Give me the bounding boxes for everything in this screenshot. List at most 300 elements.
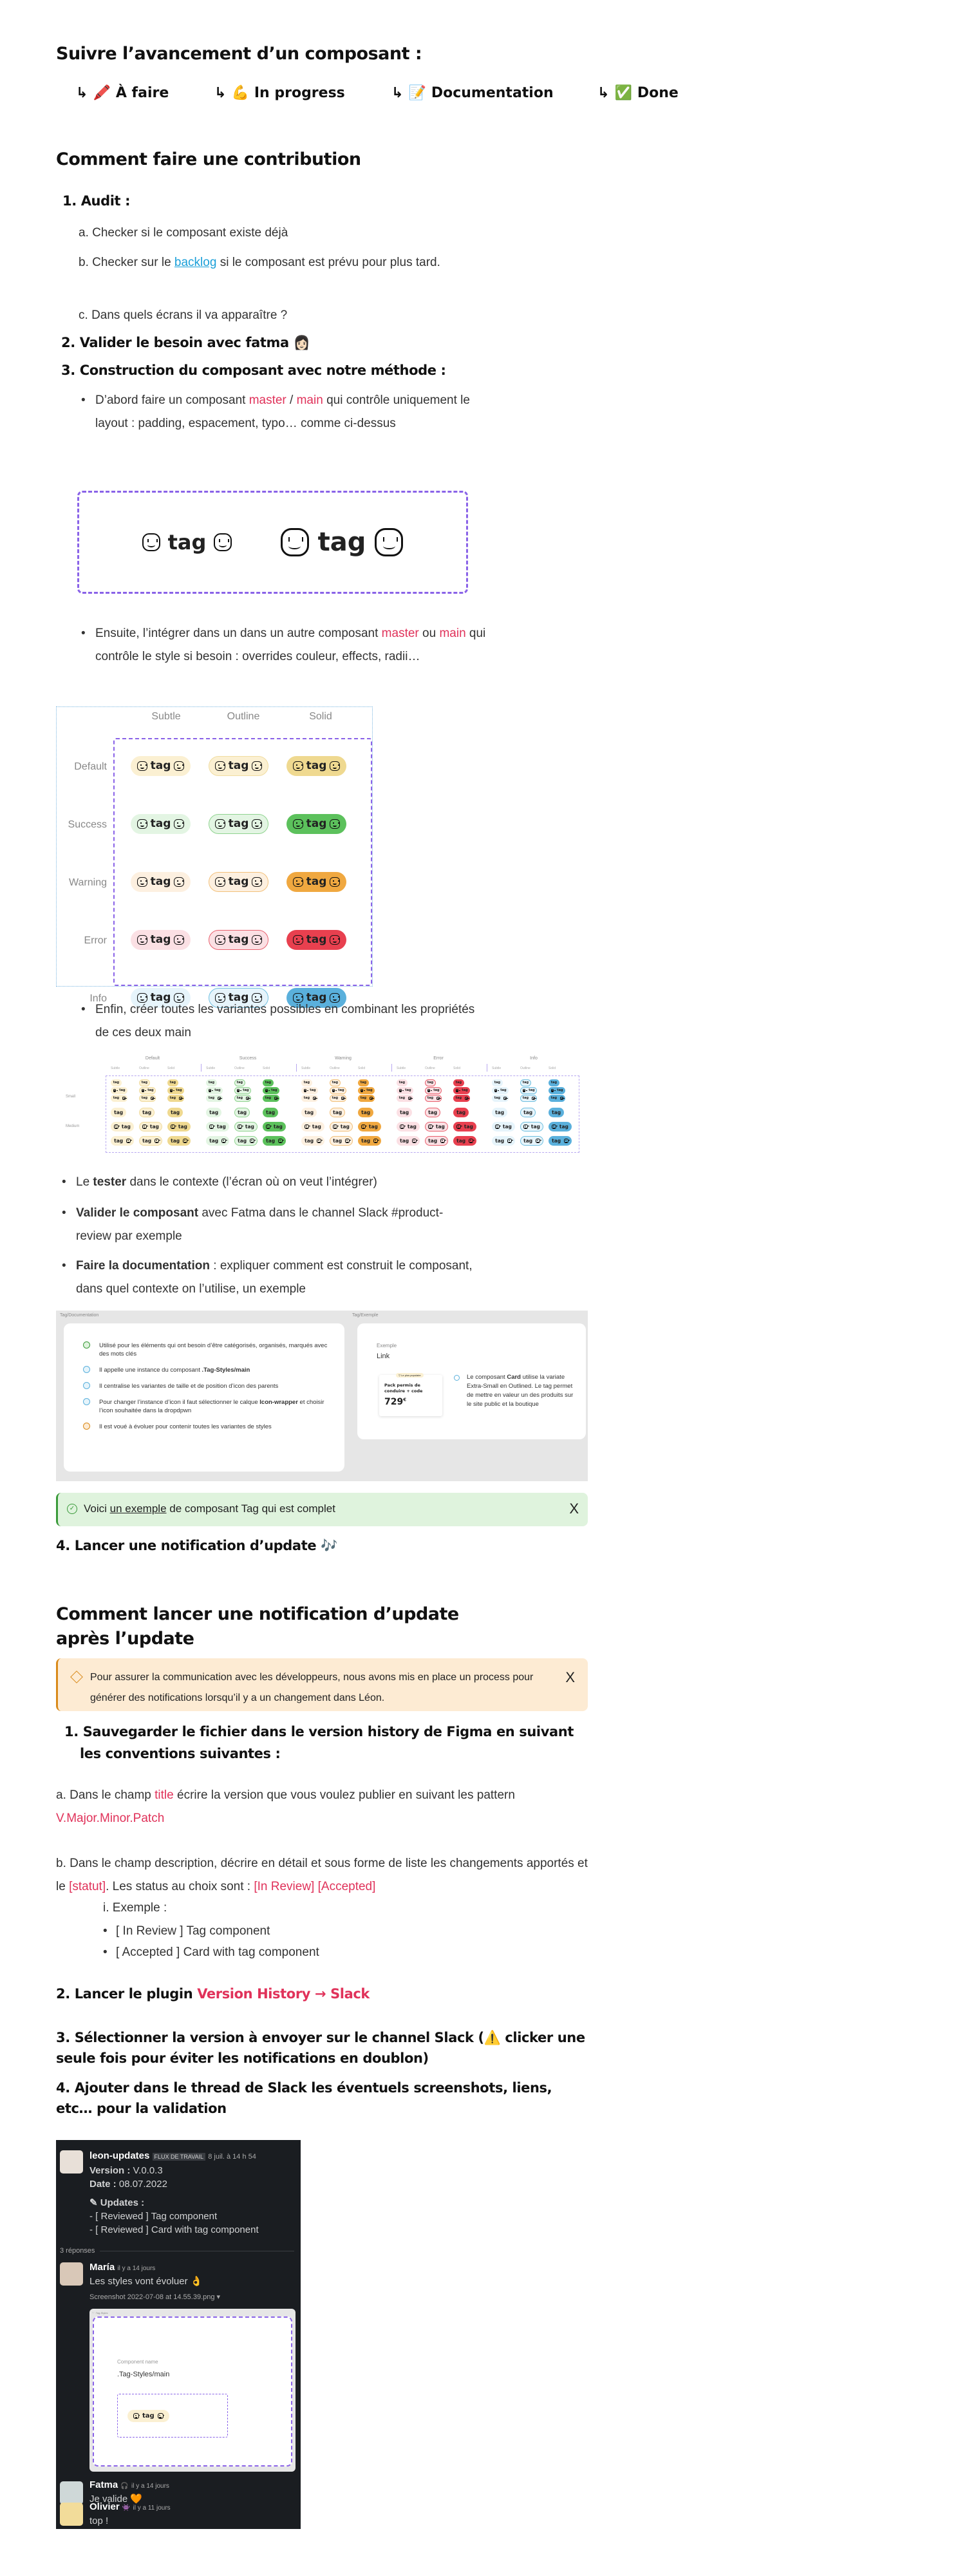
tag-label: tag	[167, 530, 207, 554]
tag	[263, 1079, 274, 1086]
popular-tag: ▽ Le plus populaire	[396, 1373, 424, 1378]
documentation-item	[83, 1366, 332, 1374]
maria-avatar	[60, 2262, 83, 2286]
tag	[549, 1087, 565, 1094]
item-text	[99, 1366, 250, 1374]
smiley-icon	[137, 819, 147, 829]
tag-label: tag	[332, 1096, 339, 1101]
tag	[234, 1122, 258, 1132]
smiley-icon	[503, 1097, 507, 1100]
example-item	[103, 1920, 270, 1943]
smiley-icon	[252, 819, 261, 829]
tag-label: tag	[265, 1081, 272, 1085]
tag-label: tag	[176, 1088, 182, 1093]
tag-label: tag	[407, 1123, 417, 1130]
tag-label: tag	[464, 1123, 473, 1130]
tag	[492, 1087, 509, 1094]
smiley-icon	[330, 819, 339, 829]
tag	[549, 1136, 572, 1146]
smiley-icon	[250, 1139, 254, 1143]
status-documentation	[391, 85, 597, 101]
smiley-icon	[218, 1097, 221, 1100]
timestamp: 8 juil. à 14 h 54	[208, 2153, 256, 2161]
column-header: Subtle	[151, 711, 181, 722]
tag-label: tag	[310, 1088, 316, 1093]
smiley-icon	[215, 761, 225, 771]
woman-icon: 👩🏻	[293, 335, 310, 350]
smiley-icon	[252, 761, 261, 771]
smiley-icon	[428, 1124, 433, 1129]
tag	[520, 1087, 537, 1094]
style-label: Outline	[234, 1066, 245, 1070]
label: ✎ Updates :	[89, 2197, 145, 2208]
group-label: Info	[530, 1056, 538, 1061]
arrow-icon: ↳	[76, 85, 88, 101]
smiley-icon	[361, 1124, 366, 1129]
tag-label: tag	[171, 1109, 180, 1115]
tag-label: tag	[142, 1137, 152, 1144]
tag	[358, 1122, 381, 1132]
smiley-icon	[215, 935, 225, 945]
tag	[492, 1095, 509, 1102]
smiley-icon	[330, 877, 339, 887]
tag	[453, 1108, 469, 1117]
tag-label: tag	[400, 1137, 409, 1144]
tag-label: tag	[114, 1137, 124, 1144]
documentation-item	[83, 1382, 332, 1390]
message-text: Je valide 🧡	[89, 2494, 143, 2505]
tag-label: tag	[462, 1088, 468, 1093]
frame-label: Tag/Documentation	[60, 1313, 99, 1318]
bullet-icon: •	[103, 1946, 108, 1959]
close-icon[interactable]: X	[569, 1501, 579, 1517]
smiley-icon	[142, 1089, 145, 1092]
smiley-icon	[375, 528, 403, 556]
alert-text	[84, 1499, 569, 1519]
warning-icon	[83, 1423, 90, 1430]
version: V.0.0.3	[130, 2165, 163, 2176]
smiley-icon	[293, 819, 303, 829]
tag-label: tag	[306, 991, 327, 1005]
user-name: María	[89, 2262, 115, 2273]
tag-label: tag	[361, 1109, 371, 1115]
smiley-icon	[333, 1124, 337, 1129]
text: 3. Sélectionner la version à envoyer sur le channel Slack (	[56, 2030, 484, 2045]
tag-label: tag	[427, 1096, 434, 1101]
smiley-icon	[408, 1097, 411, 1100]
style-label: Outline	[425, 1066, 435, 1070]
keyword: main	[296, 393, 323, 407]
text: 2. Lancer le plugin	[56, 1986, 198, 2002]
style-label: Subtle	[492, 1066, 502, 1070]
info-icon	[83, 1398, 90, 1405]
product-title: Pack permis de conduire + code	[384, 1383, 423, 1394]
item-text	[99, 1341, 332, 1358]
warning-alert	[56, 1658, 588, 1711]
tag	[301, 1108, 317, 1117]
smiley-icon	[179, 1097, 182, 1100]
smiley-icon	[221, 1139, 226, 1143]
smiley-icon	[370, 1097, 373, 1100]
tag-label: tag	[306, 817, 327, 831]
smiley-icon	[293, 935, 303, 945]
item-text	[99, 1398, 332, 1415]
smiley-icon	[293, 877, 303, 887]
tag-label: tag	[243, 1088, 249, 1093]
text: [ Accepted ] Card with tag component	[116, 1946, 319, 1959]
tag	[358, 1095, 375, 1102]
frame-label: ♡ .Tag-Styles	[92, 2311, 108, 2315]
step-add-thread: 4. Ajouter dans le thread de Slack les éventuels screenshots, liens, etc… pour la validation	[56, 2080, 552, 2116]
tag	[206, 1122, 229, 1132]
tag	[111, 1095, 127, 1102]
smiley-icon	[305, 1124, 309, 1129]
bullet-validate	[62, 1202, 474, 1248]
smiley-icon	[495, 1124, 500, 1129]
smiley-icon	[274, 1097, 277, 1100]
tag	[139, 1079, 150, 1086]
tag	[167, 1122, 191, 1132]
text: Enfin, créer toutes les variantes possibles en combinant les propriétés de ces deux main	[95, 1003, 475, 1039]
style-label: Subtle	[301, 1066, 311, 1070]
tag	[263, 1122, 286, 1132]
text: Checker si le composant existe déjà	[92, 226, 288, 240]
tag-label: tag	[266, 1109, 276, 1115]
tag-label: tag	[306, 759, 327, 773]
tag-label: tag	[150, 759, 171, 773]
text: si le composant est prévu pour plus tard.	[216, 256, 440, 269]
status-label: À faire	[115, 85, 169, 101]
tag-label: tag	[530, 1123, 540, 1130]
text: ou	[418, 627, 440, 640]
tag	[167, 1136, 191, 1146]
tag	[286, 872, 346, 892]
tag-label: tag	[209, 1137, 219, 1144]
group-divider	[296, 1064, 297, 1072]
tag-label: tag	[456, 1109, 466, 1115]
smiley-icon	[494, 1089, 498, 1092]
tag	[397, 1122, 420, 1132]
label: Date :	[89, 2179, 117, 2190]
alien-icon: 👾	[122, 2505, 131, 2512]
tag	[139, 1136, 162, 1146]
status-label: Done	[637, 85, 679, 101]
smiley-icon	[266, 1124, 270, 1129]
example-link[interactable]: un exemple	[109, 1502, 167, 1515]
tag	[330, 1136, 353, 1146]
tag	[453, 1095, 470, 1102]
bullet-variants	[79, 998, 491, 1045]
tag	[206, 1136, 229, 1146]
tag-label: tag	[366, 1088, 373, 1093]
bullet-icon: •	[81, 627, 86, 640]
text: Le	[76, 1175, 93, 1189]
keyword: master	[381, 627, 419, 640]
tag-label: tag	[149, 1123, 159, 1130]
tag-label: tag	[273, 1123, 283, 1130]
currency: €	[403, 1397, 407, 1403]
bold-text: Card	[507, 1374, 521, 1381]
tag	[209, 756, 268, 776]
smiley-icon	[507, 1139, 512, 1143]
arrow-icon: ↳	[597, 85, 610, 101]
example-card	[357, 1323, 586, 1439]
tag-label: tag	[209, 1109, 219, 1115]
tag-label: tag	[141, 1096, 148, 1101]
documentation-item	[83, 1341, 332, 1358]
smiley-icon	[278, 1139, 283, 1143]
tracking-title: Suivre l’avancement d’un composant :	[56, 44, 422, 64]
step-notification: 4. Lancer une notification d’update 🎶	[56, 1538, 337, 1553]
update-item: - [ Reviewed ] Card with tag component	[89, 2224, 259, 2235]
style-label: Solid	[549, 1066, 556, 1070]
tag	[520, 1136, 543, 1146]
message-text: top !	[89, 2515, 109, 2526]
tag	[234, 1079, 245, 1086]
smiley-icon	[215, 877, 225, 887]
smiley-icon	[122, 1097, 126, 1100]
tag	[131, 930, 191, 950]
smiley-icon	[532, 1097, 535, 1100]
tag-label: tag	[495, 1109, 505, 1115]
smiley-icon	[246, 1097, 249, 1100]
text: 2. Valider le besoin avec fatma	[61, 335, 289, 350]
tag-label: tag	[494, 1096, 501, 1101]
column-header: Solid	[309, 711, 332, 722]
style-label: Outline	[520, 1066, 530, 1070]
tag-label: tag	[502, 1123, 512, 1130]
tag-label: tag	[361, 1137, 371, 1144]
tag-label: tag	[228, 875, 249, 889]
audit-item-b	[79, 251, 465, 274]
tag-label: tag	[150, 875, 171, 889]
step-launch-plugin	[56, 1986, 370, 2002]
smiley-icon	[456, 1124, 461, 1129]
tag-label: tag	[121, 1123, 131, 1130]
backlog-link[interactable]: backlog	[174, 256, 217, 269]
success-alert	[56, 1493, 588, 1526]
style-label: Outline	[330, 1066, 340, 1070]
attachment-preview[interactable]	[89, 2309, 296, 2472]
check-icon: ✅	[614, 85, 632, 101]
smiley-icon	[214, 533, 232, 551]
tag-label: tag	[523, 1137, 533, 1144]
tag	[206, 1108, 221, 1117]
documentation-item	[83, 1398, 332, 1415]
tag-label: tag	[305, 1109, 314, 1115]
text: Ensuite, l’intégrer dans un dans un autre composant	[95, 627, 382, 640]
workflow-badge: FLUX DE TRAVAIL	[153, 2153, 206, 2161]
tag	[358, 1087, 375, 1094]
smiley-icon	[151, 1097, 154, 1100]
tag-label: tag	[400, 1109, 409, 1115]
maria-message	[89, 2261, 220, 2304]
style-label: Solid	[453, 1066, 461, 1070]
tag	[520, 1122, 543, 1132]
bold-text: Faire la documentation	[76, 1259, 210, 1273]
tag	[167, 1108, 183, 1117]
tag	[358, 1079, 369, 1086]
tag-label: tag	[455, 1096, 462, 1101]
tag	[234, 1108, 250, 1117]
tag	[234, 1095, 251, 1102]
tag	[209, 872, 268, 892]
bullet-icon: •	[62, 1259, 66, 1273]
smiley-icon	[209, 1124, 214, 1129]
tag	[520, 1079, 531, 1086]
item-text	[99, 1423, 272, 1431]
tag	[425, 1095, 442, 1102]
tag-label: tag	[552, 1137, 561, 1144]
tag	[131, 756, 191, 776]
smiley-icon	[560, 1097, 563, 1100]
marker: a.	[79, 226, 89, 240]
tag	[549, 1095, 565, 1102]
bullet-icon: •	[81, 393, 86, 407]
tag	[167, 1079, 178, 1086]
close-icon[interactable]: X	[565, 1669, 575, 1685]
tag	[206, 1095, 223, 1102]
tag-label: tag	[306, 875, 327, 889]
component-frame	[93, 2316, 292, 2467]
size-label: Small	[66, 1095, 76, 1099]
step-validate	[61, 335, 310, 351]
info-icon	[83, 1382, 90, 1389]
smiley-icon	[252, 935, 261, 945]
documentation-card	[64, 1323, 344, 1472]
tag	[358, 1136, 381, 1146]
text: Il appelle une instance du composant	[99, 1367, 202, 1374]
tag	[453, 1136, 476, 1146]
tag-label: tag	[317, 527, 366, 557]
notification-title: Comment lancer une notification d’update après l’update	[56, 1604, 459, 1649]
smiley-icon	[330, 935, 339, 945]
tag-label: tag	[147, 1088, 154, 1093]
tag	[206, 1079, 217, 1086]
tag	[139, 1095, 156, 1102]
bold-text: .Tag-Styles/main	[202, 1367, 250, 1374]
text: dans le contexte (l’écran où on veut l’intégrer)	[126, 1175, 377, 1189]
tag-label: tag	[523, 1109, 533, 1115]
audit-item-a	[79, 222, 288, 245]
tag-label: tag	[550, 1096, 558, 1101]
timestamp: il y a 14 jours	[131, 2483, 169, 2490]
tag-label: tag	[522, 1096, 529, 1101]
smiley-icon	[536, 1139, 540, 1143]
tag	[301, 1122, 324, 1132]
smiley-icon	[399, 1089, 402, 1092]
tag-label: tag	[428, 1109, 438, 1115]
text: et choisir l’icon souhaitée dans la dropdpwn	[99, 1399, 324, 1414]
plugin-name: Version History → Slack	[197, 1986, 370, 2002]
eye-icon	[83, 1341, 90, 1349]
replies-divider	[60, 2247, 294, 2255]
example-link[interactable]: Link	[377, 1352, 390, 1360]
tag-label: tag	[405, 1088, 411, 1093]
bot-name: leon-updates	[89, 2150, 150, 2161]
tag	[425, 1087, 442, 1094]
tag-label: tag	[550, 1081, 558, 1085]
documentation-item	[83, 1423, 332, 1431]
tag	[167, 1087, 184, 1094]
tag	[358, 1108, 373, 1117]
style-table	[56, 706, 373, 1005]
tag-label: tag	[245, 1123, 254, 1130]
smiley-icon	[313, 1097, 316, 1100]
step-select-version	[56, 2027, 590, 2069]
text: . Les status au choix sont :	[106, 1880, 254, 1893]
bullet-tester	[62, 1171, 377, 1194]
tag-label: tag	[495, 1137, 505, 1144]
group-label: Default	[145, 1056, 160, 1061]
smiley-icon	[237, 1089, 240, 1092]
text: b. Dans le champ description, décrire en détail et sous forme de liste les changements apportés et le	[56, 1857, 588, 1893]
tag-label: tag	[238, 1137, 247, 1144]
tag-label: tag	[428, 1137, 438, 1144]
smiley-icon	[114, 1124, 118, 1129]
tag-label: tag	[368, 1123, 378, 1130]
text: Utilisé pour les éléments qui ont besoin d’être catégorisés, organisés, marqués avec des mots clés	[99, 1342, 328, 1358]
replies-count[interactable]: 3 réponses	[60, 2247, 95, 2255]
tag	[209, 930, 268, 950]
tag-label: tag	[433, 1088, 440, 1093]
label: Version :	[89, 2165, 131, 2176]
tag-label: tag	[228, 991, 249, 1005]
tag	[131, 872, 191, 892]
tag	[453, 1087, 470, 1094]
attachment-name[interactable]: Screenshot 2022-07-08 at 14.55.39.png ▾	[89, 2293, 221, 2301]
tag	[111, 1122, 134, 1132]
tag	[263, 1108, 278, 1117]
keyword: master	[249, 393, 286, 407]
keyword: title	[155, 1788, 174, 1802]
tag	[425, 1108, 440, 1117]
text: [ In Review ] Tag component	[116, 1924, 270, 1938]
bullet-icon: •	[62, 1206, 66, 1220]
text: qui contrôle uniquement le layout : padding, espacement, typo… comme ci-dessus	[95, 393, 470, 430]
smiley-icon	[137, 935, 147, 945]
bot-message	[89, 2149, 259, 2237]
text: de composant Tag qui est complet	[166, 1502, 335, 1515]
tag	[397, 1095, 413, 1102]
bold-text: Valider le composant	[76, 1206, 199, 1220]
smiley-icon	[174, 877, 183, 887]
step-audit: 1. Audit :	[62, 193, 131, 209]
tag	[263, 1136, 286, 1146]
group-divider	[201, 1064, 202, 1072]
smiley-icon	[126, 1139, 131, 1143]
column-header: Outline	[227, 711, 260, 722]
row-label: Error	[84, 935, 107, 946]
bold-text: Icon-wrapper	[259, 1399, 298, 1406]
audit-item-c	[79, 304, 287, 327]
smiley-icon	[137, 877, 147, 887]
timestamp: il y a 11 jours	[133, 2505, 171, 2512]
tag-label: tag	[119, 1088, 126, 1093]
tag	[167, 1095, 184, 1102]
product-price	[384, 1397, 406, 1407]
example-label: Exemple	[377, 1343, 397, 1349]
keyword: main	[439, 627, 466, 640]
tag	[139, 1108, 155, 1117]
example-note	[467, 1373, 576, 1409]
step-construction: 3. Construction du composant avec notre méthode :	[61, 363, 446, 378]
text: Pour changer l’instance d’icon il faut sélectionner le calque	[99, 1399, 260, 1406]
tag	[520, 1095, 537, 1102]
tag-label: tag	[114, 1109, 124, 1115]
group-label: Success	[239, 1056, 257, 1061]
smiley-icon	[361, 1089, 364, 1092]
